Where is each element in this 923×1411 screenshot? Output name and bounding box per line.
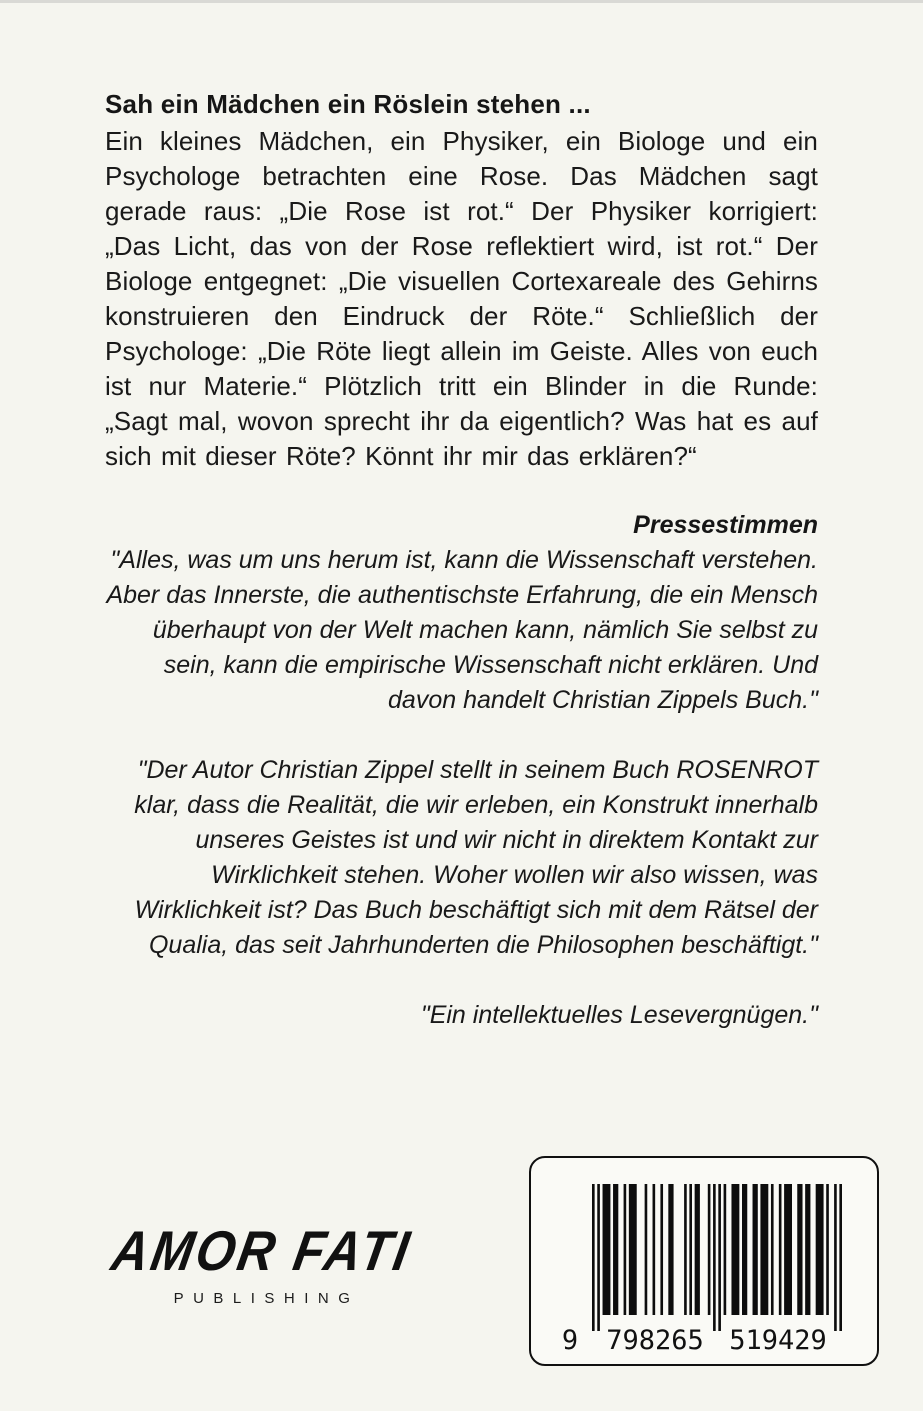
ean13-barcode (531, 1158, 877, 1364)
publisher-logo (107, 1219, 417, 1307)
back-cover-text (105, 0, 818, 1033)
press-quote-3: "Ein intellektuelles Lesevergnügen." (420, 1001, 818, 1029)
svg-text:9: 9 (561, 1325, 579, 1356)
press-quote-2: "Der Autor Christian Zippel stellt in seinem Buch ROSENROT klar, dass die Realität, die wir erleben, ein Konstrukt innerhalb unseres Geistes ist und wir nicht in direktem Kontakt zur Wirklichkeit stehen. Woher wollen wir also wissen, was Wirklichkeit ist? Das Buch beschäftigt sich mit dem Rätsel der Qualia, das seit Jahrhunderten die Philosophen beschäftigt." (134, 756, 818, 959)
press-heading: Pressestimmen (633, 511, 818, 539)
svg-text:519429: 519429 (729, 1325, 827, 1356)
blurb-paragraph: Ein kleines Mädchen, ein Physiker, ein Biologe und ein Psychologe betrachten eine Rose. Das Mädchen sagt gerade raus: „Die Rose ist rot.“ Der Physiker korrigiert: „Das Licht, das von der Rose reflektiert wird, ist rot.“ Der Biologe entgegnet: „Die visuellen Cortexareale des Gehirns konstruieren den Eindruck der Röte.“ Schließlich der Psychologe: „Die Röte liegt allein im Geiste. Alles von euch ist nur Materie.“ Plötzlich tritt ein Blinder in die Runde: „Sagt mal, wovon sprecht ihr da eigentlich? Was hat es auf sich mit dieser Röte? Könnt ihr mir das erklären?“ (105, 126, 818, 471)
barcode-box (529, 1156, 879, 1366)
blurb-heading: Sah ein Mädchen ein Röslein stehen ... (105, 89, 591, 119)
publisher-name: AMOR FATI (107, 1219, 417, 1283)
svg-text:798265: 798265 (606, 1325, 704, 1356)
publisher-subtitle: PUBLISHING (173, 1290, 360, 1307)
press-quote-1: "Alles, was um uns herum ist, kann die Wissenschaft verstehen. Aber das Innerste, die authentischste Erfahrung, die ein Mensch überhaupt von der Welt machen kann, nämlich Sie selbst zu sein, kann die empirische Wissenschaft nicht erklären. Und davon handelt Christian Zippels Buch." (106, 546, 818, 714)
